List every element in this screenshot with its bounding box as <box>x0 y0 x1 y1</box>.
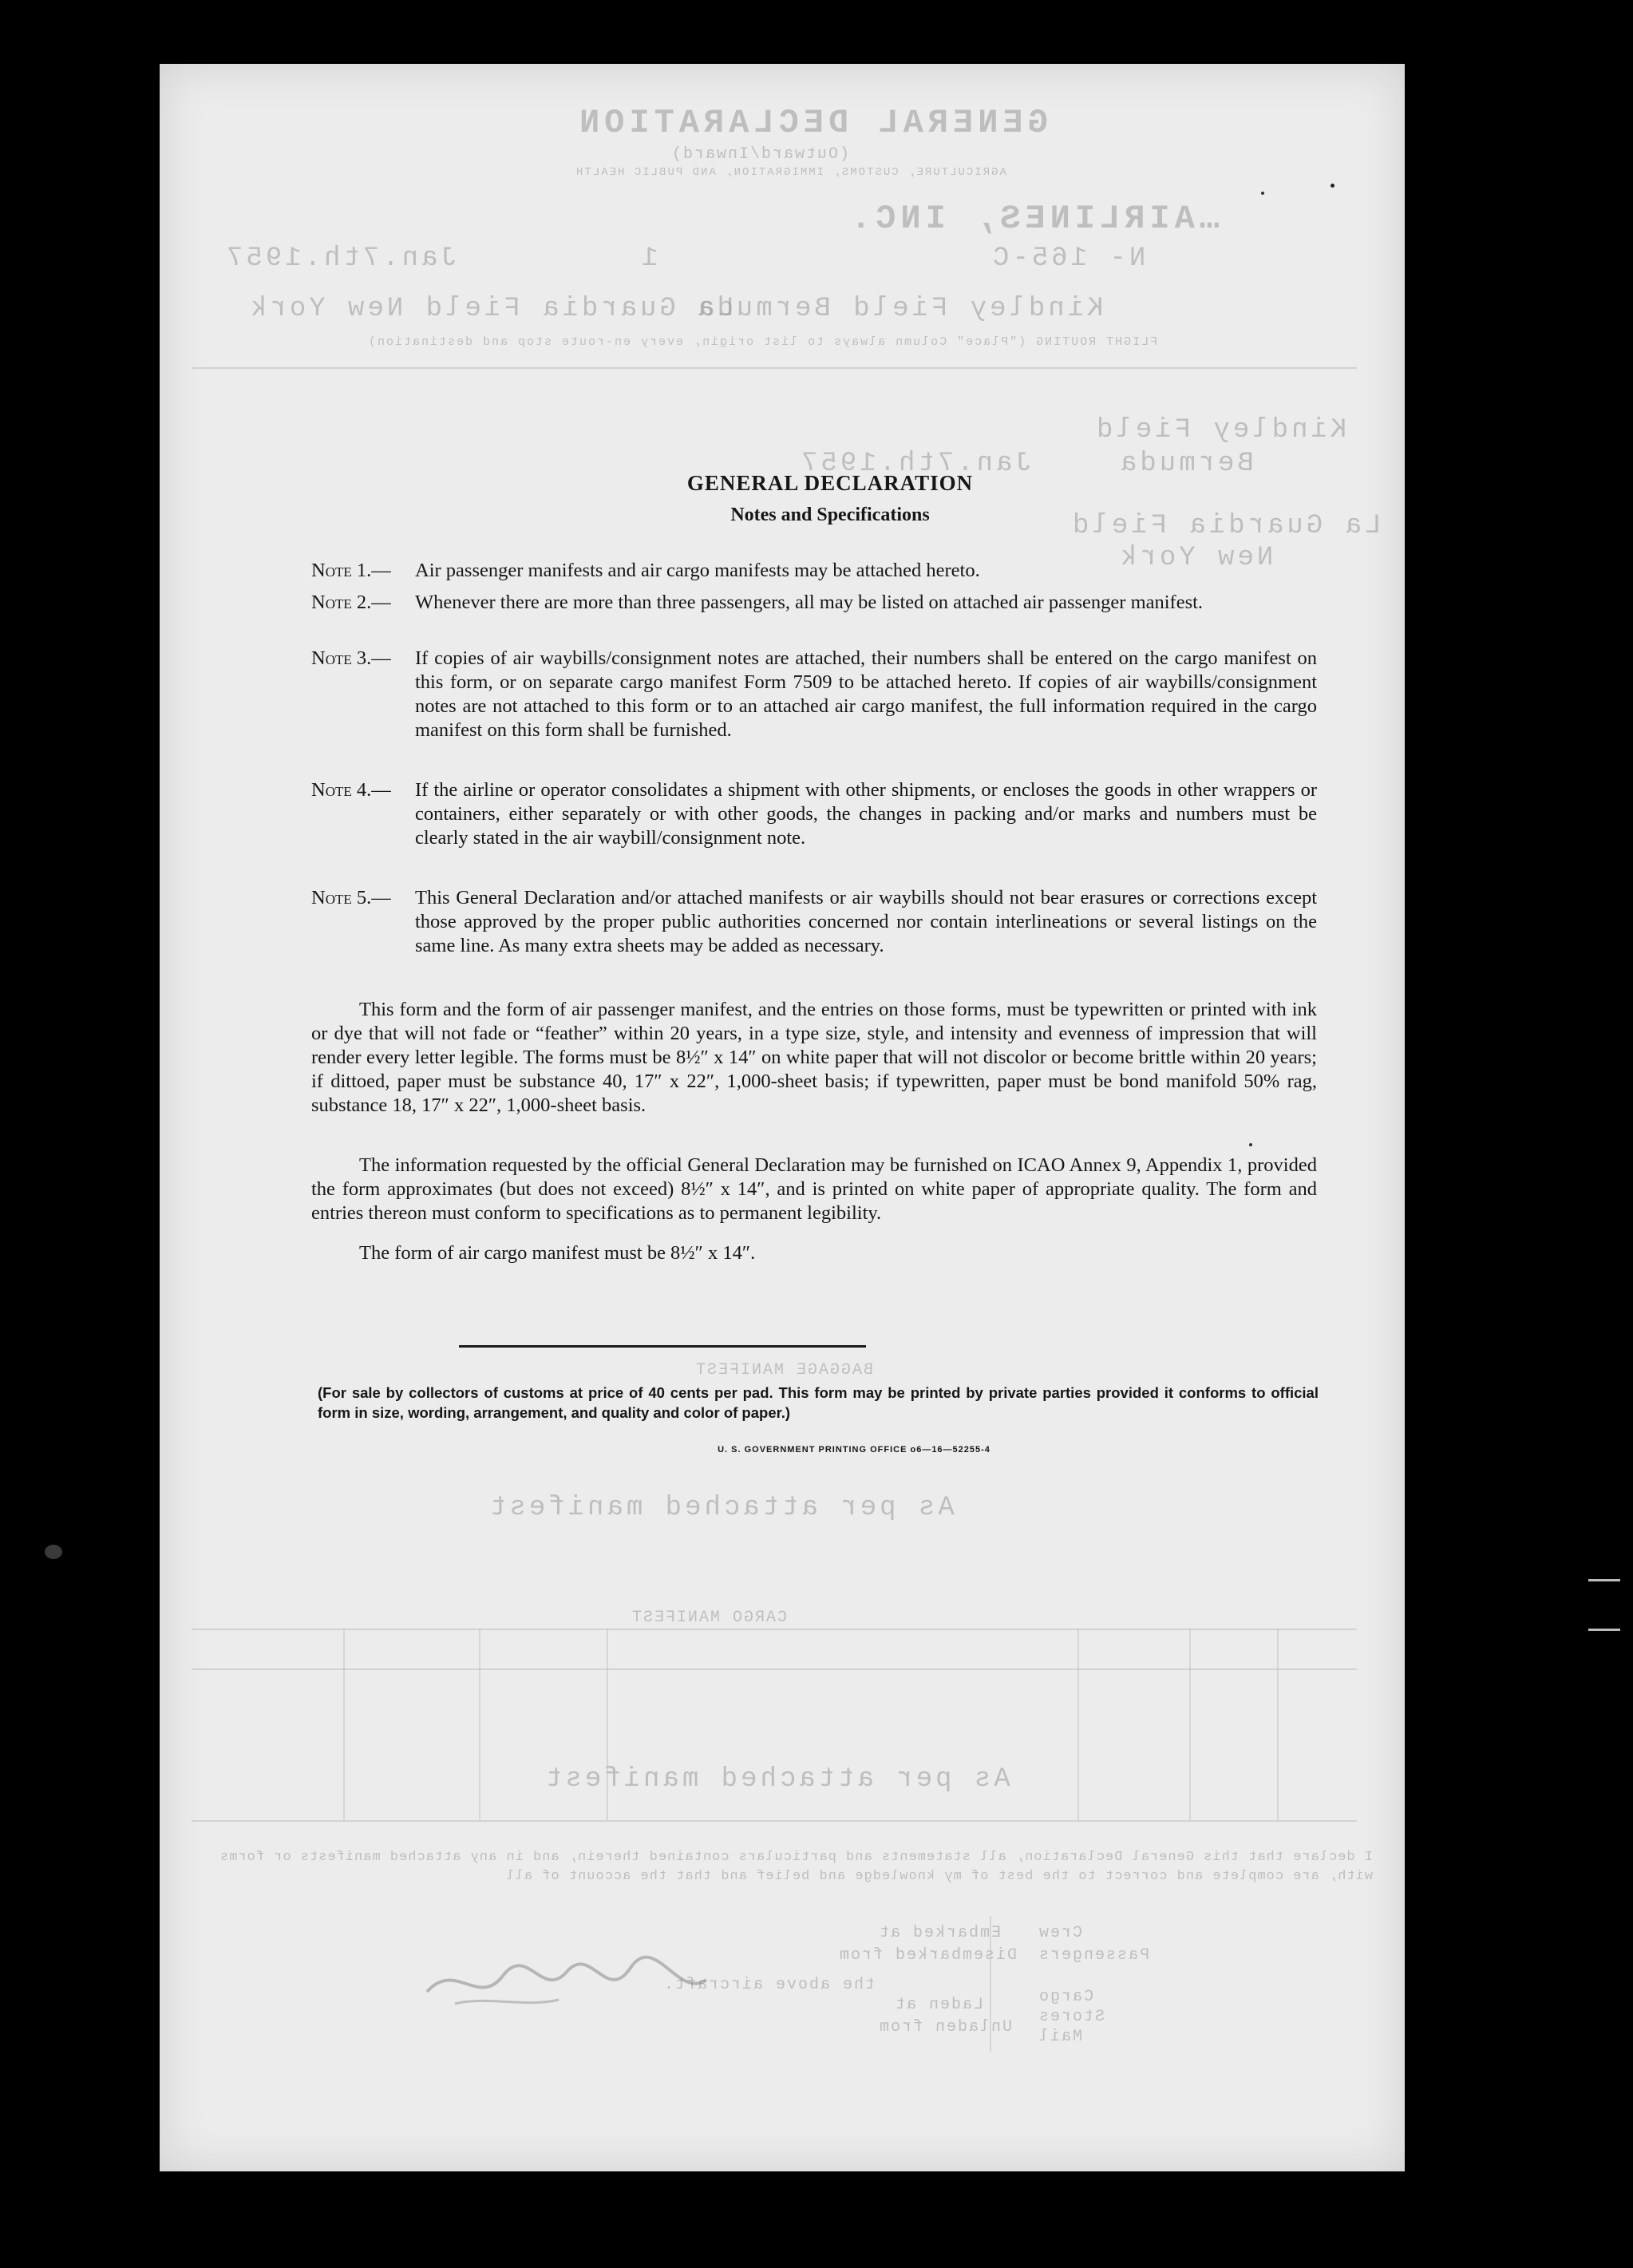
margin-mark <box>1588 1579 1620 1581</box>
note-text: Air passenger manifests and air cargo manifests may be attached hereto. <box>415 560 980 581</box>
page-subtitle: Notes and Specifications <box>730 505 930 525</box>
ghost-passengers: Passengers <box>1038 1946 1150 1965</box>
ghost-rule <box>192 367 1357 369</box>
ghost-signature <box>423 1944 710 2016</box>
ghost-place1b: Bermuda <box>1117 449 1254 479</box>
ghost-column-line <box>607 1629 608 1820</box>
margin-mark <box>1588 1629 1620 1631</box>
note-3 <box>311 647 1317 742</box>
note-5 <box>311 886 1317 958</box>
ghost-itinerary: FLIGHT ROUTING ("Place" Column always to list origin, every en-route stop and destination) <box>367 335 1158 349</box>
ghost-sub2: AGRICULTURE, CUSTOMS, IMMIGRATION, AND PUBLIC HEALTH <box>575 166 1006 179</box>
note-text: This General Declaration and/or attached manifests or air waybills should not bear erasures or corrections except those approved by the proper public authorities concerned nor contain interlineations or several listings on the same line. As many extra sheets may be added as necessary. <box>415 887 1317 956</box>
ghost-heading: GENERAL DECLARATION <box>575 104 1048 142</box>
speck <box>1261 192 1264 195</box>
ghost-column-line <box>479 1629 480 1820</box>
ghost-cargo: Cargo <box>1038 1988 1094 2006</box>
ghost-rule <box>192 1668 1357 1670</box>
ghost-operator: …AIRLINES, INC. <box>846 200 1220 238</box>
ghost-column-line <box>1189 1629 1191 1820</box>
note-label: Note 5.— <box>311 887 391 908</box>
ghost-arrival: La Guardia Field New York <box>247 294 735 324</box>
speck <box>1331 184 1334 188</box>
note-label: Note 1.— <box>311 560 391 581</box>
icao-paragraph: The information requested by the official General Declaration may be furnished on ICAO Annex 9, Appendix 1, provided the form approximates (but does not exceed) 8½″ x 14″, and is printed on white paper of appropriate quality. The form and entries thereon must conform to specifications as to permanent legibility. <box>311 1154 1317 1224</box>
note-1 <box>311 559 1317 583</box>
legibility-paragraph: This form and the form of air passenger manifest, and the entries on those forms, must be typewritten or printed with ink or dye that will not fade or “feather” within 20 years, in a type size, style, and intensity and evenness of impression that will render every letter legible. The forms must be 8½″ x 14″ on white paper that will not discolor or become brittle within 20 years; if dittoed, paper must be substance 40, 17″ x 22″, 1,000-sheet basis; if typewritten, paper must be bond manifold 50% rag, substance 18, 17″ x 22″, 1,000-sheet basis. <box>311 999 1317 1116</box>
ghost-unladen: Unladen from <box>878 2018 1013 2036</box>
note-2 <box>311 591 1317 615</box>
ghost-place2: La Guardia Field <box>1070 511 1382 541</box>
ghost-cargo-manifest: CARGO MANIFEST <box>631 1609 788 1627</box>
ghost-column-line <box>343 1629 345 1820</box>
note-text: If the airline or operator consolidates a shipment with other shipments, or encloses the goods in other wrappers or containers, either separately or with other goods, the changes in packing and/or marks and numbers must be clearly stated in the air waybill/consignment note. <box>415 779 1317 849</box>
ghost-column-line <box>1077 1629 1079 1820</box>
speck <box>1249 1143 1252 1146</box>
ghost-stores: Stores <box>1038 2008 1105 2026</box>
note-4 <box>311 778 1317 850</box>
ghost-place1: Kindley Field <box>1093 415 1347 445</box>
ghost-rule <box>192 1820 1357 1822</box>
ghost-embarked: Embarked at <box>878 1924 1002 1942</box>
ghost-laden: Laden at <box>894 1996 984 2014</box>
note-label: Note 3.— <box>311 647 391 669</box>
cargo-size-paragraph: The form of air cargo manifest must be 8½″ x 14″. <box>359 1242 756 1264</box>
sale-notice: (For sale by collectors of customs at price of 40 cents per pad. This form may be printed by private parties provided it conforms to official form in size, wording, arrangement, and quality and color of paper.) <box>318 1384 1319 1421</box>
ghost-column-line <box>990 1916 991 2052</box>
ghost-mail: Mail <box>1038 2028 1083 2046</box>
ghost-as-per: As per attached manifest <box>487 1493 955 1523</box>
ghost-disembarked: Disembarked from <box>838 1946 1018 1965</box>
printer-line: U. S. GOVERNMENT PRINTING OFFICE o6—16—52255-4 <box>718 1445 990 1455</box>
ghost-column-line <box>1277 1629 1279 1820</box>
ghost-sub1: (Outward/Inward) <box>670 145 850 164</box>
ghost-place1-date: Jan.7th.1957 <box>798 449 1032 479</box>
ghost-place2b: New York <box>1117 543 1274 573</box>
document-page <box>160 64 1405 2171</box>
note-label: Note 4.— <box>311 779 391 801</box>
note-text: Whenever there are more than three passengers, all may be listed on attached air passenger manifest. <box>415 592 1204 613</box>
note-label: Note 2.— <box>311 592 391 613</box>
ghost-above-aircraft: the above aircraft. <box>662 1976 876 1994</box>
ghost-crew: Crew <box>1038 1924 1083 1942</box>
ghost-date: Jan.7th.1957 <box>223 243 457 274</box>
divider <box>459 1345 866 1348</box>
ghost-rule <box>192 1629 1357 1630</box>
speck <box>45 1545 62 1559</box>
ghost-departure: Kindley Field Bermuda <box>694 294 1104 324</box>
ghost-baggage: BAGGAGE MANIFEST <box>694 1361 874 1379</box>
ghost-marks: N- 165-C <box>990 243 1146 274</box>
note-text: If copies of air waybills/consignment notes are attached, their numbers shall be entered on the cargo manifest on this form, or on separate cargo manifest Form 7509 to be attached hereto. If copies of air waybills/consignment notes are not attached to this form or to an attached air cargo manifest, the full information required in the cargo manifest on this form shall be furnished. <box>415 647 1317 741</box>
ghost-as-per-cargo: As per attached manifest <box>543 1764 1010 1795</box>
ghost-flight: 1 <box>639 243 658 274</box>
ghost-declaration: I declare that this General Declaration, all statements and particulars contained therein, and in any attached manifests or forms with, are complete and correct to the best of my knowledge and belief and that the account of all <box>219 1850 1373 1884</box>
page-title: GENERAL DECLARATION <box>686 471 974 495</box>
